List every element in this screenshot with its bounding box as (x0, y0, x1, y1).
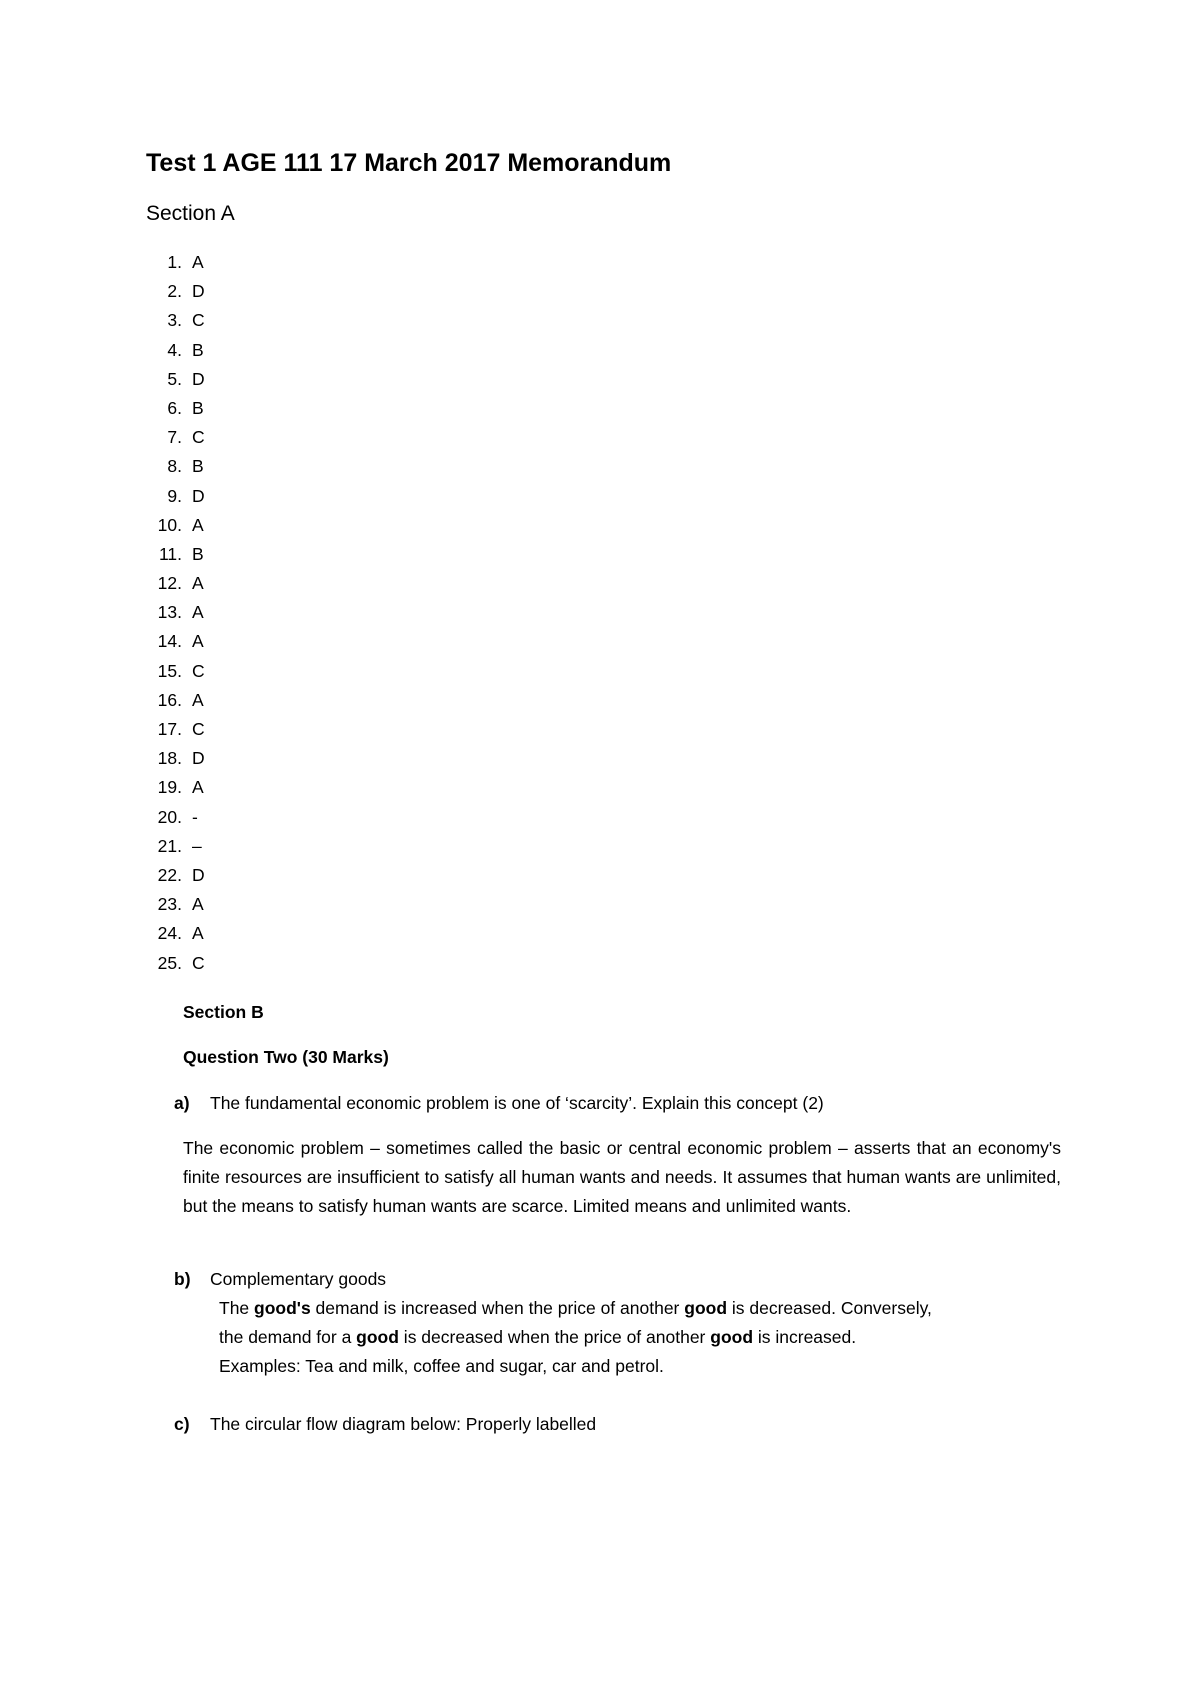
answer-value: B (192, 339, 204, 360)
answer-value: C (192, 427, 205, 448)
answer-number: 14. (157, 631, 182, 652)
bold-term: good's (254, 1298, 311, 1318)
item-a-question: The fundamental economic problem is one of ‘scarcity’. Explain this concept (2) (210, 1093, 824, 1113)
question-item-a (174, 1089, 824, 1118)
item-b-answer-line-2 (219, 1323, 1065, 1352)
item-b-answer (219, 1294, 1065, 1382)
answer-value: D (192, 281, 205, 302)
text-run: is decreased. Conversely, (727, 1298, 932, 1318)
answer-value: C (192, 719, 205, 739)
answer-number: 7. (167, 427, 182, 448)
answer-value: D (192, 368, 205, 389)
answer-number: 12. (157, 573, 182, 594)
answer-item (146, 627, 205, 656)
answer-item (146, 306, 205, 335)
answer-item (146, 452, 205, 481)
answer-item (146, 861, 205, 890)
answer-value: A (192, 573, 204, 594)
answer-value: A (192, 514, 204, 535)
item-c-label: c) (174, 1414, 190, 1434)
answer-item (146, 744, 205, 773)
answer-number: 11. (158, 543, 182, 564)
answer-number: 15. (157, 660, 182, 681)
answer-number: 13. (157, 602, 182, 623)
answer-item (146, 657, 205, 686)
answer-number: 23. (157, 894, 182, 915)
item-c-question: The circular flow diagram below: Properly labelled (210, 1414, 597, 1434)
item-a-answer: The economic problem – sometimes called the basic or central economic problem – asserts that an economy's finite resources are insufficient to satisfy all human wants and needs. It assumes that human wants are unlimited, but the means to satisfy human wants are scarce. Limited means and unlimited wants. (183, 1138, 1061, 1217)
answer-item (146, 569, 205, 598)
answer-value: C (192, 952, 205, 973)
answer-item (146, 919, 205, 948)
answer-value: C (192, 310, 205, 331)
answer-number: 8. (167, 456, 182, 477)
answer-item (146, 540, 205, 569)
question-item-c (174, 1410, 596, 1439)
text-run: is increased. (753, 1327, 857, 1348)
answer-number: 21. (157, 835, 182, 856)
answer-item (146, 598, 205, 627)
section-a-heading: Section A (146, 202, 235, 225)
text-run: demand is increased when the price of another (310, 1298, 685, 1318)
question-item-b (174, 1265, 386, 1294)
answer-number: 9. (167, 485, 182, 506)
answer-item (146, 686, 205, 715)
answer-value: A (192, 894, 204, 915)
answer-number: 3. (167, 310, 182, 331)
text-run: is decreased when the price of another (398, 1327, 711, 1348)
item-b-question: Complementary goods (210, 1269, 387, 1289)
answer-number: 4. (167, 339, 182, 360)
answer-item (146, 423, 205, 452)
item-a-label: a) (174, 1093, 190, 1113)
answer-number: 2. (167, 281, 182, 302)
answer-value: A (192, 777, 204, 798)
answer-value: B (192, 397, 204, 418)
answer-value: A (192, 689, 204, 710)
answer-number: 6. (167, 397, 182, 418)
answer-item (146, 336, 205, 365)
answer-number: 16. (157, 689, 182, 710)
answer-item (146, 511, 205, 540)
answer-value: C (192, 660, 205, 681)
answer-value: B (192, 543, 204, 564)
answer-item (146, 715, 205, 744)
answer-value: - (192, 806, 198, 827)
answer-number: 1. (167, 252, 182, 272)
answer-item (146, 394, 205, 423)
answer-value: D (192, 748, 205, 769)
answer-value: – (192, 835, 202, 856)
answer-item (146, 277, 205, 306)
answer-number: 5. (167, 368, 182, 389)
answer-number: 10. (157, 514, 182, 535)
answer-item (146, 803, 205, 832)
answer-item (146, 832, 205, 861)
answer-item (146, 773, 205, 802)
answer-number: 24. (157, 923, 182, 944)
text-run: the demand for a (219, 1327, 357, 1348)
answer-value: D (192, 864, 205, 885)
answer-value: A (192, 631, 204, 652)
question-two-heading: Question Two (30 Marks) (183, 1047, 389, 1067)
item-b-label: b) (174, 1269, 191, 1289)
answer-item (146, 248, 205, 277)
document-title: Test 1 AGE 111 17 March 2017 Memorandum (146, 149, 672, 177)
answer-value: A (192, 602, 204, 623)
text-run: The (219, 1298, 255, 1318)
answer-value: A (192, 923, 204, 944)
answer-item (146, 365, 205, 394)
answer-value: A (192, 252, 204, 272)
answer-value: B (192, 456, 204, 477)
answer-number: 18. (157, 748, 182, 769)
item-b-answer-line-1 (219, 1294, 1065, 1323)
answer-value: D (192, 485, 205, 506)
answer-item (146, 949, 205, 978)
answer-item (146, 482, 205, 511)
answer-number: 22. (157, 864, 182, 885)
section-a-answer-list (146, 248, 205, 978)
item-b-examples: Examples: Tea and milk, coffee and sugar, car and petrol. (219, 1356, 664, 1377)
bold-term: good (356, 1327, 399, 1348)
section-b-heading: Section B (183, 1002, 264, 1022)
answer-number: 20. (157, 806, 182, 827)
bold-term: good (684, 1298, 728, 1318)
answer-item (146, 890, 205, 919)
answer-number: 17. (157, 719, 182, 739)
bold-term: good (710, 1327, 754, 1348)
answer-number: 25. (157, 952, 182, 973)
answer-number: 19. (157, 777, 182, 798)
